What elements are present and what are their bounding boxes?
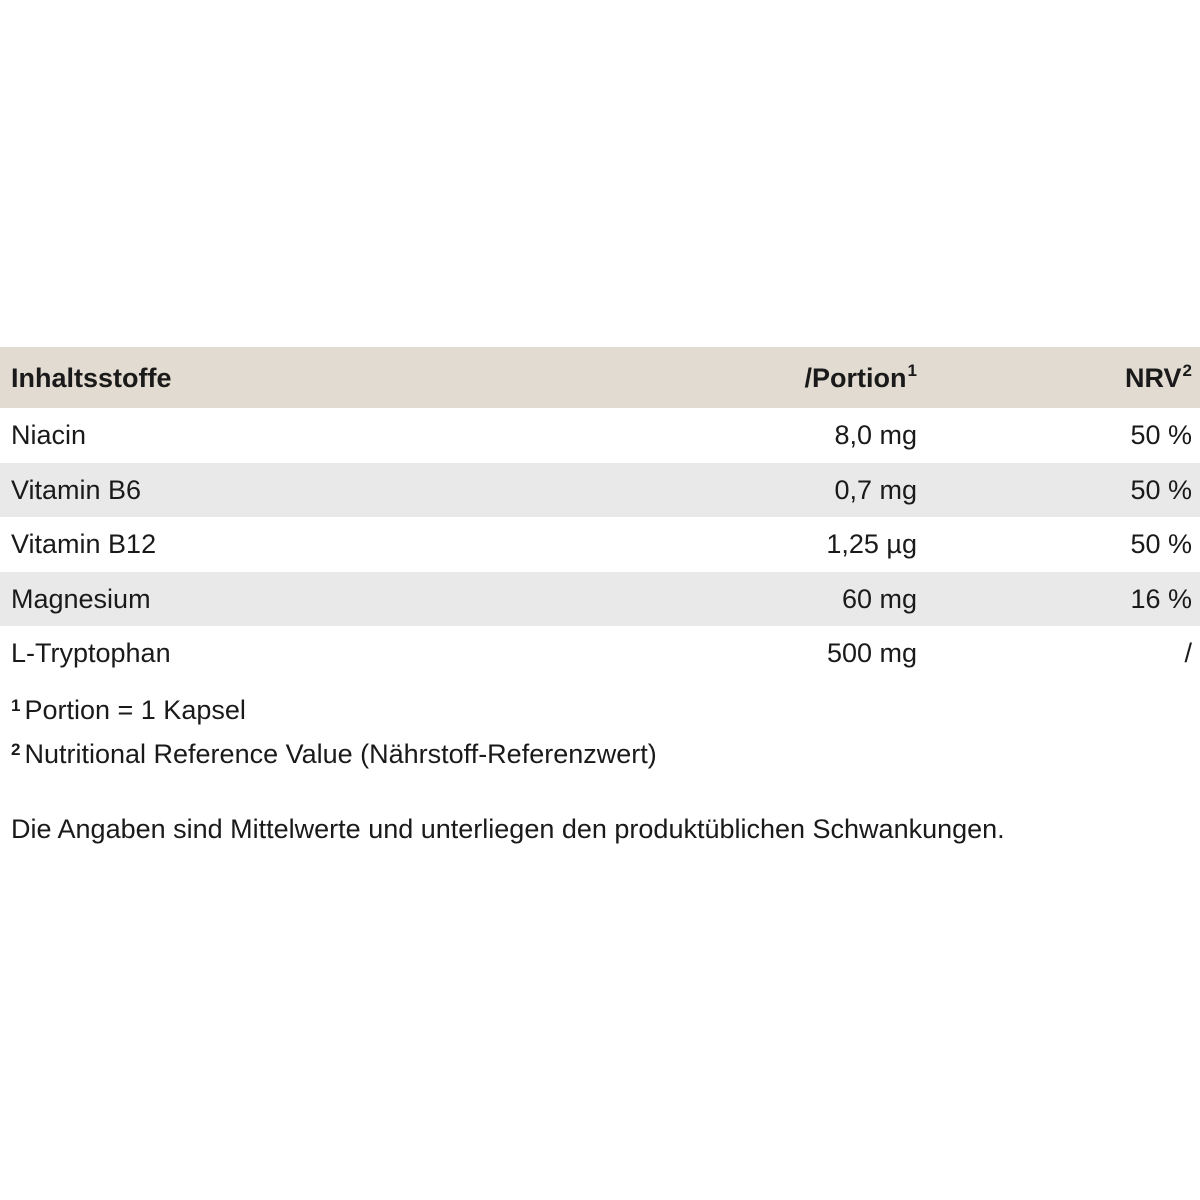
header-portion <box>804 361 917 393</box>
footnote <box>11 741 657 785</box>
header-portion-footnote-mark: 1 <box>907 361 917 380</box>
ingredient-nrv: 50 % <box>1130 529 1192 560</box>
ingredient-nrv: 50 % <box>1130 420 1192 450</box>
ingredient-nrv: 16 % <box>1130 583 1192 614</box>
ingredient-portion: 60 mg <box>841 583 917 614</box>
footnote-mark: 2 <box>11 740 21 759</box>
table-row <box>0 572 1200 627</box>
header-nrv <box>1125 361 1192 393</box>
ingredient-portion: 8,0 mg <box>834 420 917 450</box>
table-header-row <box>0 347 1200 408</box>
footnote-text: Nutritional Reference Value (Nährstoff-Referenzwert) <box>24 739 657 769</box>
ingredient-portion: 1,25 µg <box>826 529 917 560</box>
header-nrv-label: NRV <box>1125 363 1182 393</box>
footnote-text: Portion = 1 Kapsel <box>24 695 246 725</box>
table-row <box>0 463 1200 518</box>
footnote-mark: 1 <box>11 696 21 715</box>
ingredient-portion: 0,7 mg <box>834 474 917 505</box>
ingredient-name: L-Tryptophan <box>11 638 171 669</box>
ingredient-nrv: 50 % <box>1130 474 1192 505</box>
ingredient-portion: 500 mg <box>826 638 917 669</box>
header-ingredients: Inhaltsstoffe <box>11 363 172 393</box>
ingredient-name: Vitamin B6 <box>11 474 142 505</box>
header-portion-label: /Portion <box>804 363 907 393</box>
nutrition-table <box>0 347 1200 681</box>
disclaimer-text: Die Angaben sind Mittelwerte und unterliegen den produktüblichen Schwankungen. <box>11 814 1005 844</box>
footnote <box>11 697 657 741</box>
table-row <box>0 408 1200 463</box>
table-row <box>0 626 1200 681</box>
header-nrv-footnote-mark: 2 <box>1182 361 1192 380</box>
ingredient-name: Niacin <box>11 420 87 450</box>
ingredient-name: Vitamin B12 <box>11 529 157 560</box>
ingredient-nrv: / <box>1184 638 1192 669</box>
footnotes <box>11 697 657 785</box>
ingredient-name: Magnesium <box>11 583 151 614</box>
table-row <box>0 517 1200 572</box>
